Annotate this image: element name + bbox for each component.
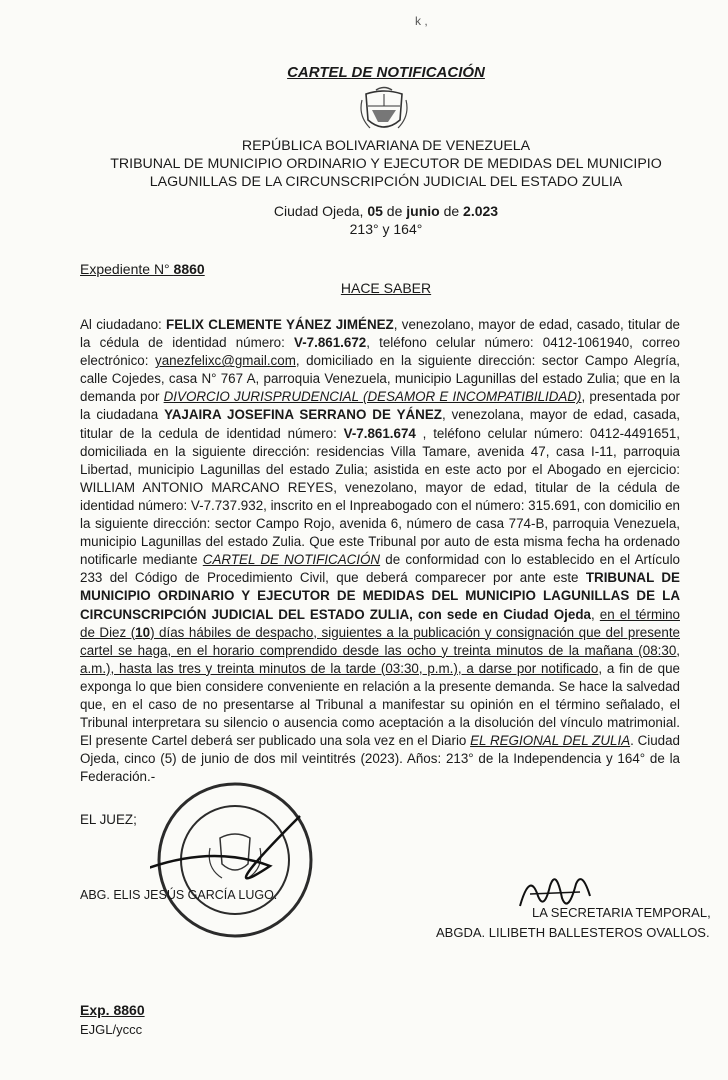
date-block [0,202,728,238]
notification-body: Al ciudadano: FELIX CLEMENTE YÁNEZ JIMÉNEZ, venezolano, mayor de edad, casado, titular de la cédula de identidad número: V-7.861.672, teléfono celular número: 0412-1061940, correo electrónico: yanezfelixc@gmail.com, domiciliado en la siguiente dirección: sector Campo Alegría, calle Cojedes, casa N° 767 A, parroquia Venezuela, municipio Lagunillas del estado Zulia; que en la demanda por DIVORCIO JURISPRUDENCIAL (DESAMOR E INCOMPATIBILIDAD), presentada por la ciudadana YAJAIRA JOSEFINA SERRANO DE YÁNEZ, venezolana, mayor de edad, casada, titular de la cedula de identidad número: V-7.861.674 , teléfono celular número: 0412-4491651, domiciliada en la siguiente dirección: residencias Villa Tamare, avenida 47, casa I-11, parroquia Libertad, municipio Lagunillas del estado Zulia; asistida en este acto por el Abogado en ejercicio: WILLIAM ANTONIO MARCANO REYES, venezolano, mayor de edad, titular de la cédula de identidad número: V-7.737.932, inscrito en el Inpreabogado con el número: 315.691, con domicilio en la siguiente dirección: sector Campo Rojo, avenida 6, número de casa 774-B, parroquia Venezuela, municipio Lagunillas del estado Zulia. Que este Tribunal por auto de esta misma fecha ha ordenado notificarle mediante CARTEL DE NOTIFICACIÓN de conformidad con lo establecido en el Artículo 233 del Código de Procedimiento Civil, que deberá comparecer por ante este TRIBUNAL DE MUNICIPIO ORDINARIO Y EJECUTOR DE MEDIDAS DEL MUNICIPIO LAGUNILLAS DE LA CIRCUNSCRIPCIÓN JUDICIAL DEL ESTADO ZULIA, con sede en Ciudad Ojeda, en el término de Diez (10) días hábiles de despacho, siguientes a la publicación y consignación que del presente cartel se haga, en el horario comprendido desde las ocho y treinta minutos de la mañana (08:30, a.m.), hasta las tres y treinta minutos de la tarde (03:30, p.m.), a darse por notificado, a fin de que exponga lo que bien considere conveniente en relación a la presente demanda. Se hace la salvedad que, en el caso de no presentarse al Tribunal a manifestar su opinión en el término señalado, el Tribunal interpretara su silencio o ausencia como aceptación a la disolución del vínculo matrimonial. El presente Cartel deberá ser publicado una sola vez en el Diario EL REGIONAL DEL ZULIA. Ciudad Ojeda, cinco (5) de junio de dos mil veintitrés (2023). Años: 213° de la Independencia y 164° de la Federación.- [80,317,681,785]
secretary-label: LA SECRETARIA TEMPORAL, [532,905,711,920]
court-line: TRIBUNAL DE MUNICIPIO ORDINARIO Y EJECUTOR DE MEDIDAS DEL MUNICIPIO [110,156,662,172]
court-stamp-icon [150,776,320,944]
secretary-name: ABGDA. LILIBETH BALLESTEROS OVALLOS. [436,925,710,940]
coat-of-arms-icon [358,86,410,136]
years-line: 213° y 164° [349,221,423,237]
date-line: Ciudad Ojeda, 05 de junio de 2.023 [273,203,499,219]
judge-name: ABG. ELIS JESÚS GARCÍA LUGO. [80,888,278,902]
hace-saber-heading: HACE SABER [340,280,432,296]
judge-label: EL JUEZ; [80,812,137,827]
court-header [0,137,728,191]
footer-initials: EJGL/yccc [80,1022,143,1037]
handwritten-mark: k , [415,14,428,28]
republic-line: REPÚBLICA BOLIVARIANA DE VENEZUELA [241,138,531,154]
expediente-label: Expediente N° 8860 [80,261,205,277]
footer-expediente: Exp. 8860 [80,1002,145,1018]
jurisdiction-line: LAGUNILLAS DE LA CIRCUNSCRIPCIÓN JUDICIAL DEL ESTADO ZULIA [149,174,623,190]
document-title: CARTEL DE NOTIFICACIÓN [287,64,485,81]
